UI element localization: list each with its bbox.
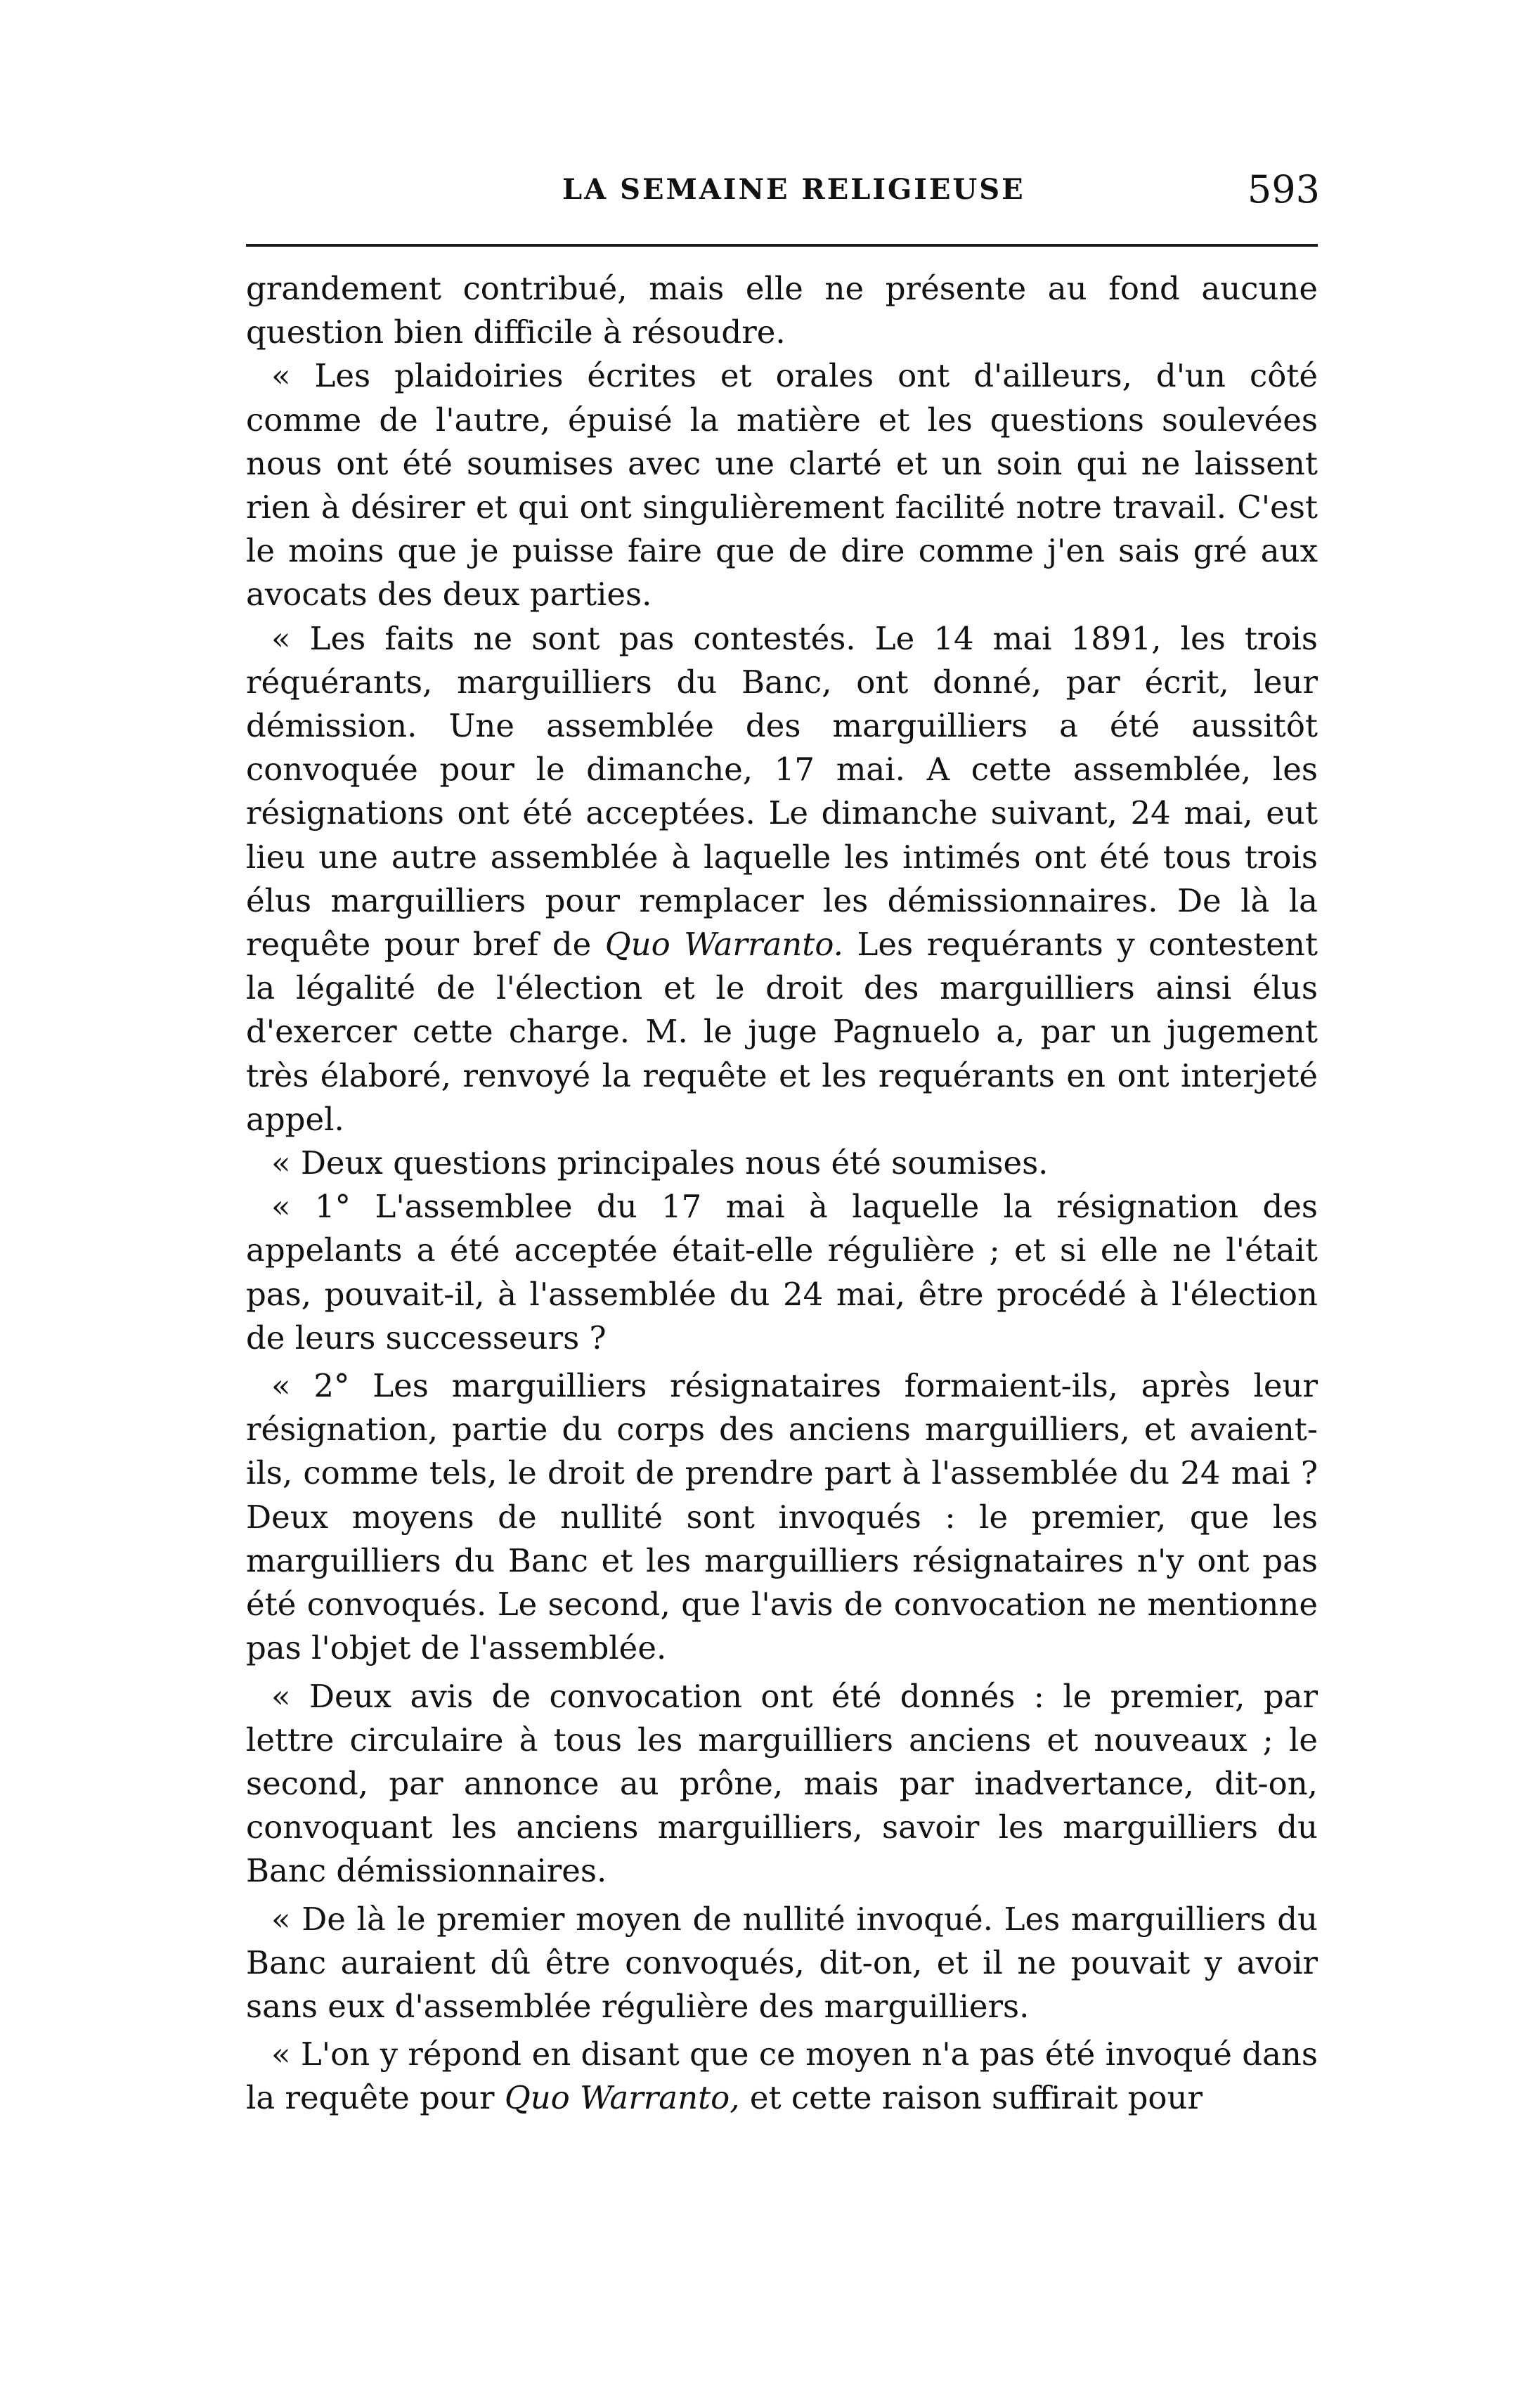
paragraph bbox=[246, 1898, 1318, 2029]
paragraph-text: « Deux questions principales nous été soumises. bbox=[271, 1144, 1049, 1182]
paragraph bbox=[246, 267, 1318, 354]
paragraph-text: « L'on y répond en disant que ce moyen n'a pas été invoqué dans la requête pour bbox=[246, 2035, 1318, 2117]
page-header bbox=[245, 167, 1320, 222]
paragraph bbox=[246, 1185, 1318, 1360]
paragraph-text: « Les plaidoiries écrites et orales ont d'ailleurs, d'un côté comme de l'autre, épuisé la matière et les questions soulevées nous ont été soumises avec une clarté et un soin qui ne laissent rien à désirer et qui ont singulièrement facilité notre travail. C'est le moins que je puisse faire que de dire comme j'en sais gré aux avocats des deux parties. bbox=[246, 357, 1318, 614]
paragraph bbox=[246, 354, 1318, 616]
running-head: LA SEMAINE RELIGIEUSE bbox=[562, 173, 1025, 206]
italic-term: Quo Warranto. bbox=[604, 926, 843, 964]
paragraph bbox=[246, 1141, 1318, 1185]
paragraph-text: « 2° Les marguilliers résignataires formaient-ils, après leur résignation, partie du corps des anciens marguilliers, et avaient-ils, comme tels, le droit de prendre part à l'assemblée du 24 mai ? Deux moyens de nullité sont invoqués : le premier, que les marguilliers du Banc et les marguilliers résignataires n'y ont pas été convoqués. Le second, que l'avis de convocation ne mentionne pas l'objet de l'assemblée. bbox=[246, 1367, 1318, 1667]
paragraph-text: « Deux avis de convocation ont été donnés : le premier, par lettre circulaire à tous les marguilliers anciens et nouveaux ; le second, par annonce au prône, mais par inadvertance, dit-on, convoquant les anciens marguilliers, savoir les marguilliers du Banc démissionnaires. bbox=[246, 1677, 1318, 1890]
paragraph bbox=[246, 1364, 1318, 1670]
paragraph-text: Les requérants y contestent la légalité de l'élection et le droit des marguilliers ainsi élus d'exercer cette charge. M. le juge Pagnuelo a, par un jugement très élaboré, renvoyé la requête et les requérants en ont interjeté appel. bbox=[246, 926, 1318, 1138]
paragraph-text: grandement contribué, mais elle ne présente au fond aucune question bien difficile à résoudre. bbox=[246, 270, 1318, 351]
body-text bbox=[246, 267, 1318, 2121]
paragraph bbox=[246, 617, 1318, 1141]
paragraph-text: « De là le premier moyen de nullité invoqué. Les marguilliers du Banc auraient dû être convoqués, dit-on, et il ne pouvait y avoir sans eux d'assemblée régulière des marguilliers. bbox=[246, 1900, 1318, 2025]
paragraph bbox=[246, 1675, 1318, 1894]
paragraph bbox=[246, 2033, 1318, 2120]
header-rule bbox=[246, 244, 1318, 247]
italic-term: Quo Warranto, bbox=[504, 2079, 740, 2117]
paragraph-text: et cette raison suffirait pour bbox=[739, 2079, 1203, 2117]
paragraph-text: « 1° L'assemblee du 17 mai à laquelle la résignation des appelants a été acceptée était-elle régulière ; et si elle ne l'était pas, pouvait-il, à l'assemblée du 24 mai, être procédé à l'élection de leurs successeurs ? bbox=[246, 1188, 1318, 1357]
page-number: 593 bbox=[1247, 167, 1320, 212]
paragraph-text: « Les faits ne sont pas contestés. Le 14 mai 1891, les trois réquérants, marguilliers du Banc, ont donné, par écrit, leur démission. Une assemblée des marguilliers a été aussitôt convoquée pour le dimanche, 17 mai. A cette assemblée, les résignations ont été acceptées. Le dimanche suivant, 24 mai, eut lieu une autre assemblée à laquelle les intimés ont été tous trois élus marguilliers pour remplacer les démissionnaires. De là la requête pour bref de bbox=[246, 619, 1318, 964]
